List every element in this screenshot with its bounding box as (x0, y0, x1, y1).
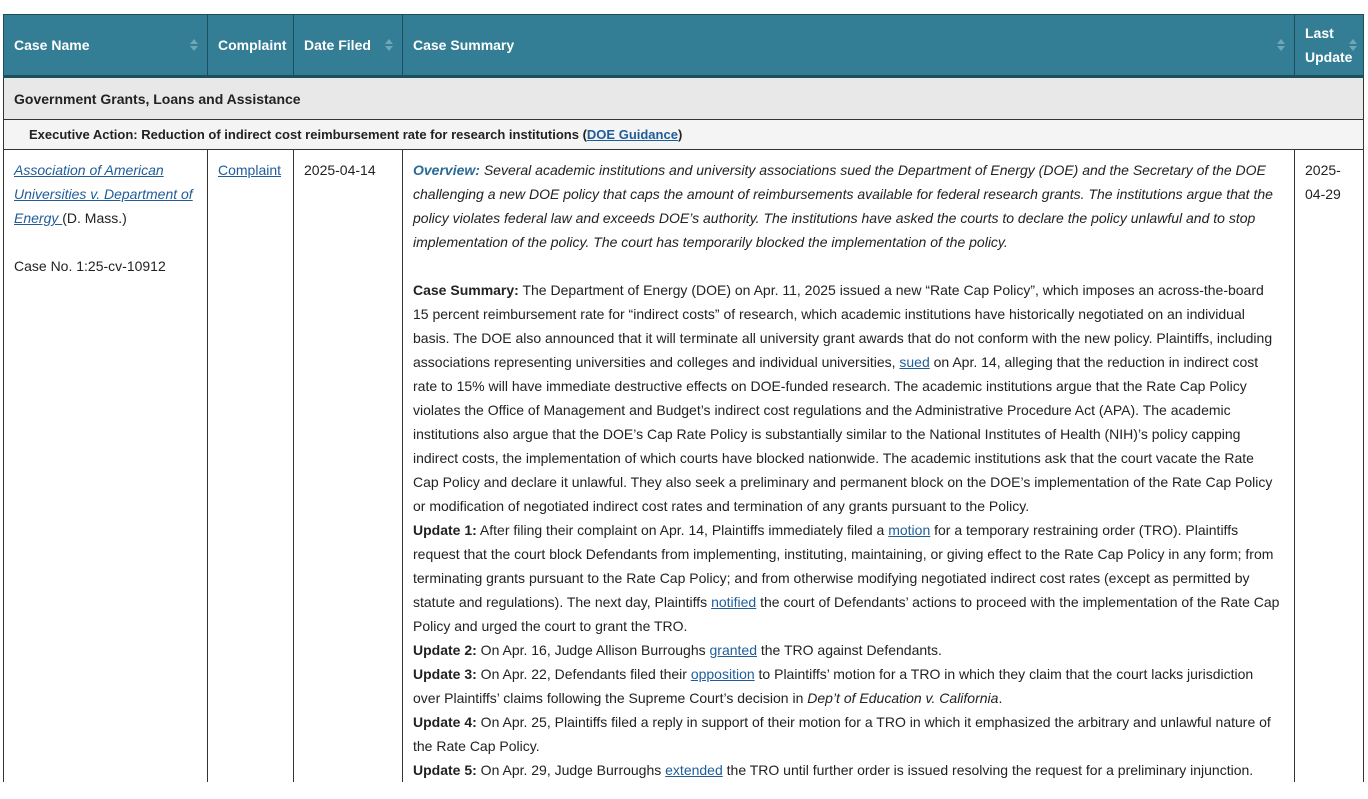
table-row (4, 150, 1364, 783)
granted-link[interactable]: granted (709, 642, 757, 658)
case-summary-cell (403, 150, 1295, 783)
doe-guidance-link[interactable]: DOE Guidance (586, 127, 678, 142)
subgroup-title: Executive Action: Reduction of indirect cost reimbursement rate for research institutions (DOE Guidance) (4, 120, 1364, 150)
overview-paragraph: Overview: Several academic institutions and university associations sued the Department of Energy (DOE) and the Secretary of the DOE challenging a new DOE policy that caps the amount of reimbursements available for federal research grants. The institutions argue that the policy violates federal law and exceeds DOE’s authority. The institutions have asked the courts to declare the policy unlawful and to stop implementation of the policy. The court has temporarily blocked the implementation of the policy. (413, 162, 1273, 250)
notified-link[interactable]: notified (711, 594, 757, 610)
case-name-cell (4, 150, 208, 783)
update-2: Update 2: On Apr. 16, Judge Allison Burroughs granted the TRO against Defendants. (413, 642, 942, 658)
sort-icon[interactable] (385, 39, 393, 51)
table-header-row (4, 15, 1364, 77)
update-1: Update 1: After filing their complaint on Apr. 14, Plaintiffs immediately filed a motion for a temporary restraining order (TRO). Plaintiffs request that the court block Defendants from implementing, instituting, maintaining, or giving effect to the Rate Cap Policy in any form; from terminating grants pursuant to the Rate Cap Policy; and from otherwise modifying negotiated indirect cost rates (except as permitted by statute and regulations). The next day, Plaintiffs notified the court of Defendants’ actions to proceed with the implementation of the Rate Cap Policy and urged the court to grant the TRO. (413, 522, 1280, 634)
group-title: Government Grants, Loans and Assistance (4, 77, 1364, 120)
sort-icon[interactable] (1277, 39, 1285, 51)
extended-link[interactable]: extended (665, 762, 723, 778)
date-filed-cell: 2025-04-14 (294, 150, 403, 783)
group-row (4, 77, 1364, 120)
last-update-cell: 2025-04-29 (1295, 150, 1364, 783)
update-3: Update 3: On Apr. 22, Defendants filed their opposition to Plaintiffs’ motion for a TRO in which they claim that the court lacks jurisdiction over Plaintiffs’ claims following the Supreme Court’s decision in Dep’t of Education v. California. (413, 666, 1254, 706)
subgroup-row (4, 120, 1364, 150)
motion-link[interactable]: motion (888, 522, 931, 538)
sort-icon[interactable] (1349, 39, 1357, 51)
column-header-last-update[interactable]: Last Update (1295, 15, 1364, 77)
column-header-case-summary[interactable]: Case Summary (403, 15, 1295, 77)
complaint-link[interactable]: Complaint (218, 162, 282, 178)
case-name-link[interactable]: Association of American Universities v. Department of Energy (14, 162, 193, 226)
complaint-cell (208, 150, 294, 783)
column-header-case-name[interactable]: Case Name (4, 15, 208, 77)
case-tracker-table (3, 14, 1364, 782)
opposition-link[interactable]: opposition (690, 666, 755, 682)
update-4: Update 4: On Apr. 25, Plaintiffs filed a reply in support of their motion for a TRO in which it emphasized the arbitrary and unlawful nature of the Rate Cap Policy. (413, 714, 1271, 754)
sort-icon[interactable] (190, 39, 198, 51)
column-header-date-filed[interactable]: Date Filed (294, 15, 403, 77)
court-label: (D. Mass.) (62, 210, 127, 226)
update-5: Update 5: On Apr. 29, Judge Burroughs extended the TRO until further order is issued resolving the request for a preliminary injunction. (413, 762, 1254, 778)
summary-paragraph: Case Summary: The Department of Energy (DOE) on Apr. 11, 2025 issued a new “Rate Cap Policy”, which imposes an across-the-board 15 percent reimbursement rate for “indirect costs” of research, which academic institutions have historically negotiated on an individual basis. The DOE also announced that it will terminate all university grant awards that do not conform with the new policy. Plaintiffs, including associations representing universities and colleges and individual universities, sued on Apr. 14, alleging that the reduction in indirect cost rate to 15% will have immediate destructive effects on DOE-funded research. The academic institutions argue that the Rate Cap Policy violates the Office of Management and Budget’s indirect cost regulations and the Administrative Procedure Act (APA). The academic institutions also argue that the DOE’s Cap Rate Policy is substantially similar to the National Institutes of Health (NIH)’s policy capping indirect costs, the implementation of which courts have blocked nationwide. The academic institutions ask that the court vacate the Rate Cap Policy and declare it unlawful. They also seek a preliminary and permanent block on the DOE’s implementation of the Rate Cap Policy or modification of negotiated indirect cost rates and termination of any grants pursuant to the Policy. (413, 282, 1273, 514)
column-header-complaint: Complaint (208, 15, 294, 77)
case-number: Case No. 1:25-cv-10912 (14, 258, 166, 274)
sued-link[interactable]: sued (899, 354, 930, 370)
